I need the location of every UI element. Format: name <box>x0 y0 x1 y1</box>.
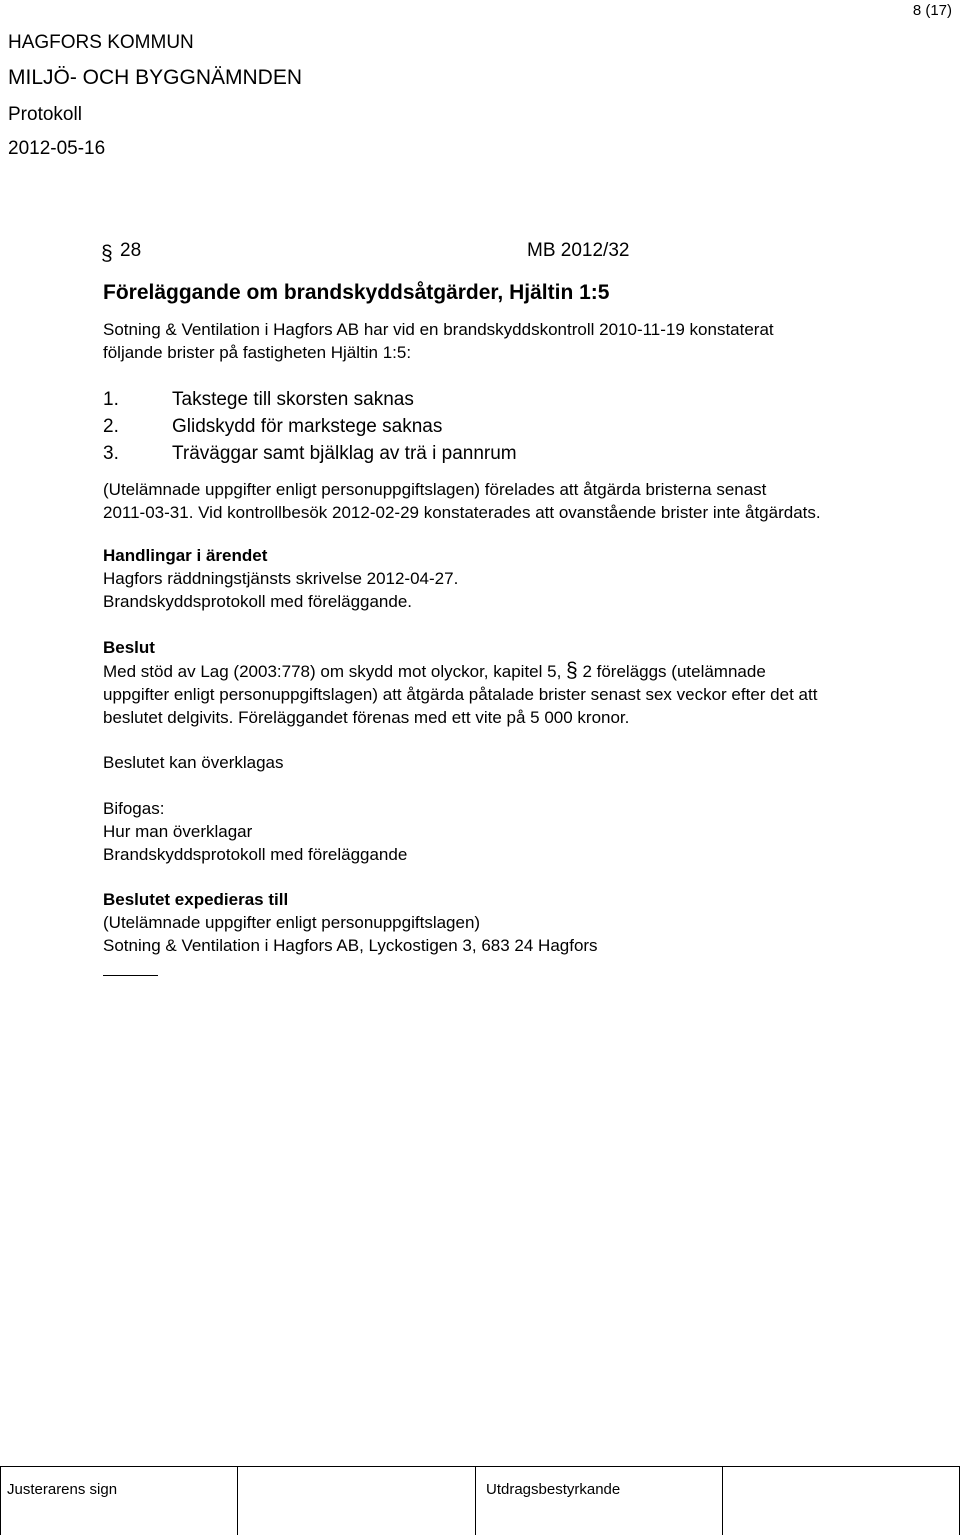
documents-heading: Handlingar i ärendet <box>103 546 268 565</box>
intro-paragraph <box>103 318 774 364</box>
attachment-item: Hur man överklagar <box>103 822 253 841</box>
document-type: Protokoll <box>8 104 82 125</box>
appeal-notice: Beslutet kan överklagas <box>103 753 284 772</box>
decision-text-part: 2 föreläggs (utelämnade <box>577 662 766 681</box>
decision-text-part: Med stöd av Lag (2003:778) om skydd mot olyckor, kapitel 5, <box>103 662 567 681</box>
decision-line <box>103 659 817 683</box>
list-item <box>103 440 517 467</box>
case-number: MB 2012/32 <box>527 240 630 261</box>
dispatch-heading: Beslutet expedieras till <box>103 890 289 909</box>
intro-line: Sotning & Ventilation i Hagfors AB har vid en brandskyddskontroll 2010-11-19 konstaterat <box>103 320 774 339</box>
document-item: Brandskyddsprotokoll med föreläggande. <box>103 592 413 611</box>
list-item-text: Glidskydd för markstege saknas <box>172 416 443 437</box>
list-item-text: Takstege till skorsten saknas <box>172 389 414 410</box>
intro-line: följande brister på fastigheten Hjältin 1:5: <box>103 343 412 362</box>
section-title: Föreläggande om brandskyddsåtgärder, Hjältin 1:5 <box>103 281 610 304</box>
list-item <box>103 386 517 413</box>
paragraph-number: 28 <box>120 240 142 261</box>
list-item-text: Träväggar samt bjälklag av trä i pannrum <box>172 443 517 464</box>
decision-heading: Beslut <box>103 638 155 657</box>
omitted-line: (Utelämnade uppgifter enligt personuppgiftslagen) förelades att åtgärda bristerna senast <box>103 480 767 499</box>
attachment-item: Brandskyddsprotokoll med föreläggande <box>103 845 408 864</box>
dispatch-recipient: (Utelämnade uppgifter enligt personuppgiftslagen) <box>103 913 481 932</box>
signature-footer <box>0 1466 960 1535</box>
omitted-line: 2011-03-31. Vid kontrollbesök 2012-02-29 konstaterades att ovanstående brister inte åtgärdats. <box>103 503 821 522</box>
page-number: 8 (17) <box>912 2 952 19</box>
decision-line: beslutet delgivits. Föreläggandet förenas med ett vite på 5 000 kronor. <box>103 708 630 727</box>
dispatch-list <box>103 911 598 957</box>
committee-name: MILJÖ- OCH BYGGNÄMNDEN <box>8 66 303 89</box>
omitted-paragraph <box>103 478 821 524</box>
meeting-date: 2012-05-16 <box>8 138 106 159</box>
adjuster-sign-cell-2 <box>237 1467 475 1535</box>
dispatch-recipient: Sotning & Ventilation i Hagfors AB, Lyckostigen 3, 683 24 Hagfors <box>103 936 598 955</box>
municipality-name: HAGFORS KOMMUN <box>8 32 194 53</box>
extract-certification-cell: Utdragsbestyrkande <box>475 1467 722 1535</box>
list-item-number: 1. <box>103 389 119 410</box>
list-item-number: 2. <box>103 416 119 437</box>
list-item <box>103 413 517 440</box>
document-item: Hagfors räddningstjänsts skrivelse 2012-04-27. <box>103 569 459 588</box>
extract-certification-cell-2 <box>722 1467 960 1535</box>
attachments <box>103 797 407 866</box>
decision-line: uppgifter enligt personuppgiftslagen) att åtgärda påtalade brister senast sex veckor efter det att <box>103 685 818 704</box>
adjuster-sign-cell: Justerarens sign <box>0 1467 237 1535</box>
attachments-label: Bifogas: <box>103 799 165 818</box>
decision-text <box>103 659 817 729</box>
deficiency-list <box>103 386 517 467</box>
end-rule <box>103 975 158 976</box>
list-item-number: 3. <box>103 443 119 464</box>
documents-list <box>103 567 458 613</box>
paragraph-symbol: § <box>566 659 578 682</box>
paragraph-symbol: § <box>101 242 113 265</box>
